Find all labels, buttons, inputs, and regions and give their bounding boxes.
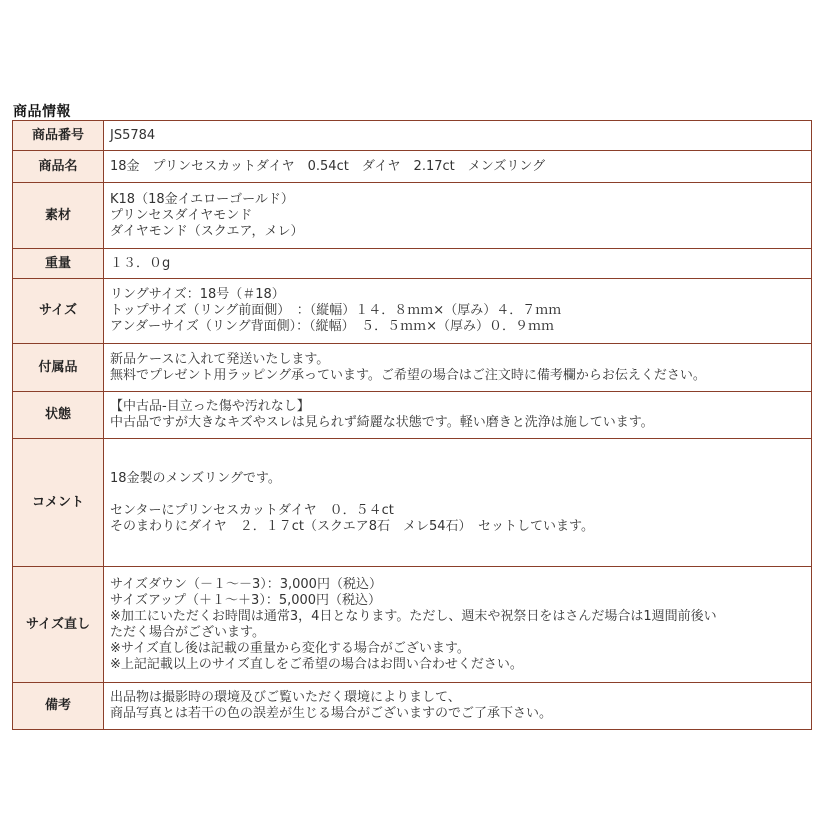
- table-row: [13, 439, 812, 567]
- row-label-product-name: 商品名: [13, 151, 104, 183]
- table-row: [13, 121, 812, 151]
- table-row: [13, 344, 812, 392]
- value-line: K18（18金イエローゴールド）: [110, 191, 294, 207]
- value-line: ただく場合がございます。: [110, 624, 265, 640]
- row-value-remarks: [104, 683, 812, 730]
- row-label-product-number: 商品番号: [13, 121, 104, 151]
- value-line: 出品物は撮影時の環境及びご覧いただく環境によりまして、: [110, 690, 461, 705]
- row-value-accessories: [104, 344, 812, 392]
- table-row: [13, 249, 812, 279]
- table-row: [13, 392, 812, 439]
- table-row: [13, 279, 812, 344]
- row-label-comment: コメント: [13, 439, 104, 567]
- value-line: ※加工にいただくお時間は通常3，4日となります。ただし、週末や祝祭日をはさんだ場合は1週間前後い: [110, 608, 717, 624]
- table-row: [13, 567, 812, 683]
- row-label-size: サイズ: [13, 279, 104, 344]
- row-value-product-name: [104, 151, 812, 183]
- row-label-condition: 状態: [13, 392, 104, 439]
- value-line: プリンセスダイヤモンド: [110, 207, 253, 223]
- row-value-size: [104, 279, 812, 344]
- row-label-weight: 重量: [13, 249, 104, 279]
- value-line: 中古品ですが大きなキズやスレは見られず綺麗な状態です。軽い磨きと洗浄は施しています。: [110, 415, 654, 430]
- row-label-remarks: 備考: [13, 683, 104, 730]
- row-label-material: 素材: [13, 183, 104, 249]
- value-line: アンダーサイズ（リング背面側）：（縦幅） ５．５ｍｍ×（厚み）０．９ｍｍ: [110, 319, 555, 334]
- table-row: [13, 151, 812, 183]
- value-line: ※上記記載以上のサイズ直しをご希望の場合はお問い合わせください。: [110, 656, 523, 672]
- value-line: そのまわりにダイヤ ２．１７ct（スクエア8石 メレ54石） セットしています。: [110, 518, 594, 534]
- value-line: 新品ケースに入れて発送いたします。: [110, 351, 330, 367]
- value-line: サイズダウン（－１～－3）：3,000円（税込）: [110, 576, 382, 592]
- value-line: 商品写真とは若干の色の誤差が生じる場合がございますのでご了承下さい。: [110, 706, 553, 721]
- value-line: リングサイズ：18号（＃18）: [110, 287, 285, 302]
- table-row: [13, 183, 812, 249]
- value-line: サイズアップ（＋１～＋3）：5,000円（税込）: [110, 592, 382, 608]
- value-line: １３．０g: [110, 255, 171, 271]
- row-value-weight: [104, 249, 812, 279]
- blank-line: [110, 487, 805, 503]
- table-row: [13, 683, 812, 730]
- value-line: 【中古品-目立った傷や汚れなし】: [110, 399, 310, 414]
- value-line: JS5784: [110, 127, 156, 143]
- value-line: トップサイズ（リング前面側） ：（縦幅）１４．８ｍｍ×（厚み）４．７ｍｍ: [110, 303, 562, 318]
- row-value-comment: [104, 439, 812, 567]
- row-value-product-number: [104, 121, 812, 151]
- value-line: ダイヤモンド（スクエア，メレ）: [110, 223, 304, 239]
- row-value-condition: [104, 392, 812, 439]
- product-info-table: [12, 120, 812, 730]
- row-label-size-adjustment: サイズ直し: [13, 567, 104, 683]
- value-line: センターにプリンセスカットダイヤ ０．５４ct: [110, 502, 394, 518]
- value-line: ※サイズ直し後は記載の重量から変化する場合がございます。: [110, 640, 470, 656]
- row-value-size-adjustment: [104, 567, 812, 683]
- row-value-material: [104, 183, 812, 249]
- section-title: 商品情報: [13, 104, 71, 120]
- value-line: 無料でプレゼント用ラッピング承っています。ご希望の場合はご注文時に備考欄からお伝えください。: [110, 367, 706, 383]
- value-line: 18金製のメンズリングです。: [110, 470, 281, 486]
- row-label-accessories: 付属品: [13, 344, 104, 392]
- value-line: 18金 プリンセスカットダイヤ 0.54ct ダイヤ 2.17ct メンズリング: [110, 158, 546, 174]
